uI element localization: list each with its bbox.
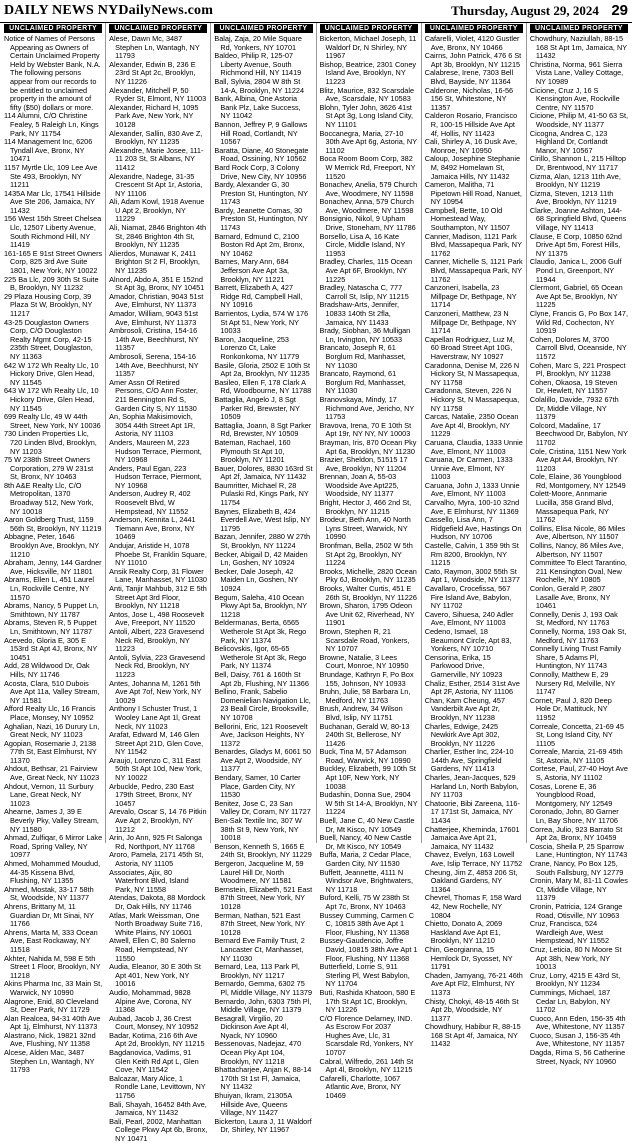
- notice-entry: Bali, Pearl, 2002, Manhattan College Pkwy Apt 6b, Bronx, NY 10471: [109, 1116, 208, 1143]
- notice-entry: Buford, Kelli, 75 W 238th St Apt 7c, Bronx, NY 10463: [319, 893, 410, 911]
- notice-entry: Castelle, Calvin, 1 359 9th St Rm 8200, Brooklyn, NY 11215: [424, 541, 519, 568]
- notice-entry: Bessenovas, Nadejaz, 470 Ocean Pky Apt 104, Brooklyn, NY 11218: [214, 1039, 302, 1066]
- notice-entry: Canzoneri, Isabella, 23 Millpage Dr, Bethpage, NY 11714: [424, 283, 517, 310]
- notice-entry: Bernstein, Elizabeth, 521 East 87th Street, New York, NY 10128: [214, 884, 313, 911]
- notice-entry: Chevrel, Thomas F, 158 Ward 42, New Rochelle, NY 10804: [424, 893, 522, 920]
- notice-entry: Cheung, Jim Z, 4853 206 St, Oakland Gardens, NY 11364: [424, 867, 518, 894]
- notice-entry: Brush, Andrew, 34 Wilson Blvd, Islip, NY 11751: [319, 704, 403, 722]
- notice-entry: Cafarelli, Violet, 4120 Gustler Ave, Bronx, NY 10466: [424, 34, 520, 52]
- page-header: [0, 0, 632, 23]
- notice-entry: Alastrano, Nick, 19821 32nd Ave, Flushing, NY 11358: [4, 1030, 96, 1049]
- notice-entry: Bickerton, Laura J, 11 Waldorf Dr, Shirley, NY 11967: [214, 1116, 312, 1135]
- notice-entry: Agopian, Rosemarie J, 2138 77th St, East Elmhurst, NY 11370: [4, 738, 97, 765]
- notice-entry: Caruana, Dr Carmen, 1333 Unnie Ave, Elmont, NY 11003: [424, 455, 513, 482]
- notice-entry: Alexandre, Marie Josee, 111-11 203 St, St Albans, NY 11412: [109, 145, 204, 172]
- notice-entry: Ahmed, Mostak, 33-17 58th St, Woodside, NY 11377: [4, 884, 94, 903]
- notice-entry: Abrams, Steven R, 5 Puppet Ln, Smithtown, NY 11787: [4, 618, 97, 636]
- notice-entry: Ball, Sylvia, 2804 W 8th St 14-A, Brooklyn, NY 11224: [214, 76, 305, 95]
- notice-entry: 43-25 Douglaston Owners Corp, C/O Douglaston Realty Mgmt Corp, 42-15 235th Street, Douglaston, NY 11363: [4, 317, 93, 361]
- notice-entry: Balaj, Zaja, 20 Mile Square Rd, Yonkers, NY 10701: [214, 34, 302, 52]
- notice-entry: Abrams, Ellen L, 451 Laurel Ln, Rockville Centre, NY 11570: [4, 575, 95, 602]
- column-entries: [4, 35, 102, 1075]
- notice-entry: Bishop, Beatrice, 2301 Coney Island Ave, Brooklyn, NY 11223: [319, 59, 417, 86]
- notice-entry: Baumritter, Michael R, 28 Pulaski Rd, Kings Park, NY 11754: [214, 480, 309, 508]
- notice-entry: Claudio, Janica L, 2006 Gulf Pond Ln, Greenport, NY 11944: [529, 257, 622, 284]
- notice-entry: Cronin, Mary M, 81-11 Cowles Ct, Middle Village, NY 11379: [529, 876, 628, 903]
- notice-entry: Chavez, Evelyn, 163 Lowell Ave, Islip Terrace, NY 11752: [424, 850, 523, 868]
- notice-entry: Cirillo, Shannon L, 215 Hilltop Dr, Brentwood, NY 11717: [529, 154, 626, 172]
- notice-entry: Buck, Tina M, 57 Adamson Road, Warwick, NY 10990: [319, 747, 411, 765]
- notice-entry: Cicogna, Andrea C, 123 Highland Dr, Cortlandt Manor, NY 10567: [529, 128, 608, 155]
- notice-entry: Boccanegra, Maria, 27-10 30th Ave Apt 6g, Astoria, NY 11102: [319, 128, 417, 155]
- notice-entry: Buell, Nancy, 40 New Castle Dr, Mt Kisco, NY 10549: [319, 833, 412, 851]
- notice-entry: Christina, Norma, 961 Sierra Vista Lane, Valley Cottage, NY 10989: [529, 59, 624, 86]
- notice-entry: Ahrens, Marta M, 333 Ocean Ave, East Rockaway, NY 11518: [4, 927, 98, 954]
- column-entries: [425, 35, 523, 1049]
- notice-entry: Barrett, Elizabeth A, 427 Ridge Rd, Campbell Hall, NY 10916: [214, 283, 303, 310]
- column-3: [211, 23, 316, 1135]
- notice-entry: Bernardo, John, 6303 75th Pl, Middle Village, NY 11379: [214, 996, 312, 1015]
- notice-entry: Anderson, Audrey R, 402 Roosevelt Blvd, W Hempstead, NY 11552: [109, 489, 191, 516]
- notice-entry: Charles, Jean-Jacques, 529 Harland Ln, North Babylon, NY 11703: [424, 773, 519, 800]
- notice-entry: Clause, E Corp, 10850 62nd Drive Apt 5m, Forest Hills, NY 11375: [529, 231, 622, 258]
- notice-entry: Aaron Goldberg Trust, 1159 56th St, Brooklyn, NY 11219: [4, 515, 102, 533]
- notice-entry: Ahrens, Brittany M, 11 Guardian Dr, Mt Sinai, NY 11766: [4, 901, 94, 929]
- notice-entry: Baratta, Diane, 40 Stonegate Road, Ossining, NY 10562: [214, 145, 309, 164]
- notice-entry: Anders, Paul Egan, 223 Hudson Terrace, Piermont, NY 10968: [109, 463, 202, 490]
- notice-entry: Bernard, Lea, 113 Park Pl, Brooklyn, NY 11217: [214, 962, 300, 980]
- notice-entry: Abbagne, Peter, 1646 Brooklyn Ave, Brooklyn, NY 11210: [4, 532, 99, 559]
- notice-entry: Cruz, Leticia, 80 N Moore St Apt 38h, New York, NY 10013: [529, 944, 622, 972]
- notice-entry: Ambrosoli, Cristina, 154-16 14th Ave, Beechhurst, NY 11357: [109, 326, 199, 353]
- column-2: [106, 23, 211, 1143]
- notice-entry: 642 W 172 Wh Realty Llc, 10 Hickory Drive, Glen Head, NY 11545: [4, 360, 99, 387]
- notice-entry: Becker, Abigail D, 42 Maiden Ln, Goshen, NY 10924: [214, 549, 308, 568]
- notice-entry: Audia, Eleanor, 30 E 30th St Apt 401, New York, NY 10016: [109, 962, 201, 989]
- notice-entry: 114 Management Inc, 6206 Tyndall Ave, Bronx, NY 10471: [4, 137, 93, 164]
- notice-entry: Chin, Georgianna, 15 Hemlock Dr, Syosset, NY 11791: [424, 944, 513, 972]
- notice-entry: Bhuiyan, Ikram, 21305A Hillside Ave, Queens Village, NY 11427: [214, 1091, 292, 1118]
- column-heading: UNCLAIMED PROPERTY: [109, 24, 207, 33]
- notice-entry: Amador, Christian, 9043 51st Ave, Elmhurst, NY 11373: [109, 291, 204, 310]
- notice-entry: Cicione, Cruz J, 16 S Kensington Ave, Rockville Centre, NY 11570: [529, 85, 620, 112]
- notice-entry: Bali, Shayah, 16452 84th Ave, Jamaica, NY 11432: [109, 1099, 207, 1118]
- notice-entry: Brodeur, Beth Ann, 40 North Lyns Street, Warwick, NY 10990: [319, 515, 411, 542]
- notice-entry: Browne, Natalie, 3 Lees Court, Monroe, NY 10950: [319, 652, 409, 671]
- notice-entry: Connelly, Norma, 193 Oak St, Medford, NY 11763: [529, 626, 627, 645]
- column-heading: UNCLAIMED PROPERTY: [320, 24, 418, 33]
- notice-entry: Battaglia, Joann, 8 Sgt Parker Rd, Brewster, NY 10509: [214, 420, 312, 439]
- notice-entry: Bradshaw-Arts, Jennifer, 10833 140th St 2fla, Jamaica, NY 11433: [319, 300, 400, 327]
- notice-entry: Caruana, John J, 1333 Unnie Ave, Elmont, NY 11003: [424, 480, 520, 499]
- notice-entry: Aghalian, Nazi, 16 Durury Ln, Great Neck, NY 11023: [4, 721, 100, 740]
- notice-entry: Ahdout, Vernon, 11 Surbury Lane, Great Neck, NY 11023: [4, 781, 94, 808]
- notice-entry: Bergeron, Jacqueline M, 59 Laurel Hill Dr, North Woodmere, NY 11581: [214, 859, 304, 886]
- notice-entry: Alnord, Abdo A, 351 E 152nd St Apt 3g, Bronx, NY 10451: [109, 274, 205, 293]
- notice-entry: 156 West 15th Street Chelsea Llc, 12507 Liberty Avenue, South Richmond Hill, NY 11419: [4, 214, 102, 250]
- notice-entry: Antos, Jose L, 498 Roosevelt Ave, Freeport, NY 11520: [109, 609, 205, 628]
- notice-entry: 225 Ba Llc, 209 30th St Suite B, Brooklyn, NY 11232: [4, 274, 99, 293]
- notice-entry: Bussey Cumming, Carmen C C, 10815 38th Ave Apt 1 Floor, Flushing, NY 11368: [319, 910, 414, 937]
- notice-entry: Capellan Rodriguez, Luz M, 60 Broad Street Apt 10G, Haverstraw, NY 10927: [424, 334, 515, 361]
- notice-entry: Brazier, Sheldon, 51515 17 Ave, Brooklyn, NY 11204: [319, 455, 408, 473]
- notice-entry: Arbuckle, Pedro, 230 East 179th Street, Bronx, NY 10457: [109, 781, 194, 808]
- notice-entry: Caradonna, Steven, 226 N Hickory St, N Massapequa, NY 11758: [424, 386, 520, 413]
- notice-entry: Borsello, Lisa A, 16 Kate Circle, Middle Island, NY 11953: [319, 231, 406, 258]
- notice-entry: Badar, Kotima, 216 6th Ave Apt 2d, Brooklyn, NY 11215: [109, 1030, 205, 1049]
- notice-entry: Atlas, Mark Weissman, One North Broadway Suite 716, White Plains, NY 10601: [109, 910, 203, 937]
- notice-entry: Aroro, Pamela, 2171 45th St, Astoria, NY 11105: [109, 850, 204, 868]
- notice-entry: Chietto, Donato A, 2069 Haskland Ave Apt E1, Brooklyn, NY 11210: [424, 919, 503, 946]
- column-entries: [214, 35, 312, 1135]
- notice-entry: Bard Rock Corp, 3 Colony Drive, New City, NY 10956: [214, 162, 307, 181]
- notice-entry: Chowdhury, Habibur R, 88-15 168 St Apt 4f, Jamaica, NY 11432: [424, 1022, 521, 1049]
- notice-entry: Brown, Sharon, 1795 Odeon Ave Unit 62, Riverhead, NY 11901: [319, 601, 415, 628]
- notice-entry: Baldeo, Philip R, 125-07 Liberty Avenue, South Richmond Hill, NY 11419: [214, 51, 302, 78]
- notice-entry: Colcord, Madaline, 17 Beechwood Dr, Babylon, NY 11702: [529, 420, 628, 447]
- notice-entry: Beldermanas, Berta, 6565 Wetherole St Apt 3k, Rego Park, NY 11374: [214, 618, 307, 645]
- notice-entry: Araujo, Lorenzo C, 311 East 50th St Apt 10d, New York, NY 10022: [109, 755, 202, 783]
- notice-entry: Cole, Cristina, 1151 New York Ave Apt A4, Brooklyn, NY 11203: [529, 446, 627, 473]
- notice-entry: Becker, Dale Joseph, 42 Maiden Ln, Goshen, NY 10924: [214, 566, 299, 593]
- notice-entry: Bussey-Gaudencio, Joffre David, 10815 38th Ave Apt 1 Floor, Flushing, NY 11368: [319, 936, 418, 963]
- notice-entry: Associates, Ajix, 80 Waterfront Blvd, Island Park, NY 11558: [109, 867, 189, 894]
- notice-entry: Connolly, Matthew E, 29 Nursery Rd, Melville, NY 11747: [529, 669, 616, 697]
- notice-entry: Cronin, Patricia, 124 Grange Road, Otisville, NY 10963: [529, 901, 623, 920]
- notice-entry: Ahdout, Bethsar, 21 Fairview Ave, Great Neck, NY 11023: [4, 764, 100, 783]
- notice-entry: Correa, Julio, 923 Barrato St Apt 2a, Bronx, NY 10459: [529, 824, 623, 843]
- notice-entry: Bernardo, Gemma, 6302 75 Pl, Middle Village, NY 11379: [214, 979, 313, 997]
- notice-entry: 730 Linden Properties Llc, 720 Linden Blvd, Brooklyn, NY 11203: [4, 429, 97, 456]
- notice-entry: Bell, Daisy, 761 & 160th St Apt 2b, Flushing, NY 11366: [214, 669, 309, 688]
- notice-entry: Alese, Dawn Mc, 3487 Stephen Ln, Wantagh, NY 11793: [109, 34, 200, 61]
- column-heading: UNCLAIMED PROPERTY: [530, 24, 628, 33]
- notice-entry: Audio, Mohammad, 9828 Alpine Ave, Corona, NY 11368: [109, 987, 192, 1015]
- notice-entry: Alan Realcea, 94-31 40th Ave Apt 1j, Elmhurst, NY 11373: [4, 1013, 101, 1032]
- notice-entry: Belicovskis, Igor, 65-65 Wetherole St Apt 3k, Rego Park, NY 11374: [214, 644, 307, 671]
- notice-entry: Cabral, Wilfredo, 261 14th St Apt 4l, Brooklyn, NY 11215: [319, 1056, 414, 1075]
- notice-entry: Buffett, Jeannette, 4111 N Windsor Ave, Brightwaters, NY 11718: [319, 867, 413, 894]
- notice-entry: Amer Assn Of Retired Persons, C/O Ann Foster, 211 Bennington Rd S, Garden City S, NY 11530: [109, 377, 198, 413]
- notice-entry: Cortese, Paul, 27-40 Hoyt Ave S, Astoria, NY 11102: [529, 764, 628, 783]
- notice-entry: Cizma, Alan, 1213 11th Ave, Brooklyn, NY 11219: [529, 171, 621, 190]
- notice-entry: Blohn, Tyler John, 3626 41st St Apt 3g, Long Island City, NY 11101: [319, 102, 413, 129]
- notice-entry: Bonsignio, Nikol, 9 Upham Drive, Stoneham, NY 11786: [319, 214, 416, 233]
- notice-entry: Bonachev, Anelia, 579 Church Ave, Woodmere, NY 11598: [319, 180, 418, 198]
- notice-entry: Conlon, Gerald P, 2807 Lasalle Ave, Bronx, NY 10461: [529, 584, 611, 611]
- notice-entry: Bellino, Frank, Sabelio Domenielian Navigation Llc, 23 Beall Circle, Brooksville, NY 10708: [214, 687, 311, 722]
- notice-entry: Ansik Realty Corp, 31 Flower Lane, Manhasset, NY 11030: [109, 566, 207, 585]
- notice-entry: Abrams, Nancy, 5 Puppet Ln, Smithtown, NY 11787: [4, 601, 99, 619]
- notice-entry: Cavallaro, Crocefissa, 567 Fire Island Ave, Babylon, NY 11702: [424, 584, 512, 611]
- notice-entry: Cassello, Lisa Ann, 7 Ridgefield Ave, Hastings On Hudson, NY 10706: [424, 515, 522, 542]
- column-heading: UNCLAIMED PROPERTY: [425, 24, 523, 33]
- notice-entry: Ahearne, James J, 39 E Beverly Pky, Valley Stream, NY 11580: [4, 807, 99, 834]
- notice-entry: C/O Florence Delarney, IND. As Escrow For 2037 Hughes Ave, Llc, 31 Scarsdale Rd, Yonkers, NY 10707: [319, 1013, 414, 1058]
- notice-entry: Chan, Kam Cheung, 457 Vanderbilt Ave Apt 2r, Brooklyn, NY 11238: [424, 695, 506, 722]
- notice-entry: Besagrall, Virgilio, 20 Dickinson Ave Apt 4l, Nyack, NY 10960: [214, 1013, 289, 1040]
- notice-entry: Collins, Nancy, 86 Miles Ave, Albertson, NY 11507: [529, 541, 624, 559]
- notice-entry: Atwell, Ellen C, 80 Salerno Road, Hempstead, NY 11550: [109, 936, 196, 963]
- dateline-group: [451, 2, 628, 20]
- notice-entry: 8th A&E Realty Llc, C/O Metropolitan, 1370 Broadway 512, New York, NY 10018: [4, 480, 94, 516]
- notice-entry: Begum, Saleha, 410 Ocean Pkwy Apt 5a, Brooklyn, NY 11218: [214, 592, 308, 619]
- notice-entry: Censorina, Erika, 15 Parkwood Drive, Garnerville, NY 10923: [424, 652, 503, 679]
- notice-entry: Cicione, Philip M, 41-50 63 St, Woodside, NY 11377: [529, 111, 629, 129]
- notice-entry: Bagdanovica, Vadims, 91 Glen Keith Rd Apt L, Glen Cove, NY 11542: [109, 1048, 199, 1075]
- notice-entry: Atendas, Dakota, 88 Mordock Dr, Oak Hills, NY 11746: [109, 893, 206, 911]
- notice-entry: Clyne, Francis G, Po Box 147, Wild Rd, Cochecton, NY 10919: [529, 309, 629, 336]
- notice-entry: Butterfield, Lorrie S, 911 Sterling Pl, West Babylon, NY 11704: [319, 962, 410, 989]
- notice-entry: Antes, Johanna M, 1261 5th Ave Apt 7of, New York, NY 10029: [109, 678, 202, 705]
- notice-entry: Cummings, Michael, 187 Cedar Ln, Babylon, NY 11702: [529, 987, 611, 1015]
- notice-entry: Bhattacharjee, Anjan K, 88-14 170th St 1st Fl, Jamaica, NY 11432: [214, 1065, 312, 1092]
- notice-entry: Bickerton, Michael Joseph, 11 Waldorf Dr, N Shirley, NY 11967: [319, 34, 417, 61]
- notice-entry: Ahmed, Mohammed Moudud, 44-35 Kissena Blvd, Flushing, NY 11355: [4, 859, 101, 886]
- notice-entry: Charlier, Esther Inc, 224-10 144th Ave, Springfield Gardens, NY 11413: [424, 747, 514, 774]
- notice-entry: Canner, Madison, 1121 Park Blvd, Massapequa Park, NY 11762: [424, 231, 522, 258]
- notice-entry: Cohen, Okaosa, 19 Steven Dr, Hewlett, NY 11557: [529, 377, 618, 396]
- notice-entry: Cuoco, Susan J, 156-35 4th Ave, Whitestone, NY 11357: [529, 1030, 625, 1049]
- notice-entry: Benitez, Jose C, 23 San Valley Dr, Coram, NY 11727: [214, 798, 311, 817]
- notice-entry: Campbell, Bette, 10 Old Homestead Way, Southampton, NY 11507: [424, 205, 510, 233]
- notice-entry: Bruhn, Julie, 58 Barbara Ln, Medford, NY 11763: [319, 687, 411, 705]
- notice-entry: Cohen, Marc S, 221 Prospect Pl, Brooklyn, NY 11238: [529, 360, 626, 379]
- notice-entry: 114 Alumni, C/O Christine Fealey, 5 Raleigh Ln, Kings Park, NY 11754: [4, 111, 99, 138]
- column-entries: [109, 35, 207, 1144]
- notice-entry: Bravova, Irena, 70 E 10th St Apt 19r, NY NY, NY 10003: [319, 420, 412, 439]
- column-5: [422, 23, 527, 1049]
- notice-entry: Correale, Concetta, 21-69 45 St, Long Island City, NY 11105: [529, 721, 624, 748]
- notice-entry: Cairns, John Patrick, 476 6 St Apt 3b, Brooklyn, NY 11215: [424, 51, 522, 69]
- notice-entry: Andujar, Aristide H, 1078 Phoebe St, Franklin Square, NY 11010: [109, 541, 207, 568]
- notice-entry: Budashin, Donna Sue, 2904 W 5th St 14-A, Brooklyn, NY 11224: [319, 790, 418, 817]
- notice-entry: Bradley, Charles, 115 Ocean Ave Apt 6F, Brooklyn, NY 11225: [319, 257, 413, 284]
- notice-entry: Branovskaya, Mindy, 17 Richmond Ave, Jericho, NY 11753: [319, 394, 415, 422]
- notice-entry: Dagda, Rima S, 56 Catherine Street, Nyack, NY 10960: [529, 1048, 626, 1066]
- notice-entry: Alexander, Richard H, 1095 Park Ave, New York, NY 10128: [109, 102, 199, 129]
- notice-entry: Buchanan, Gerald W, 80-13 240th St, Bellerose, NY 11426: [319, 721, 410, 748]
- notice-entry: Cornet, Paul J, 820 Deep Hole Dr, Mattituck, NY 11952: [529, 695, 612, 722]
- notice-entry: Carvalho, Myra, 100-10 32nd Ave, E Elmhurst, NY 11369: [424, 498, 520, 516]
- notice-entry: Benardes, Gladys M, 6061 50 Ave Apt 2, Woodside, NY 11377: [214, 747, 311, 774]
- notice-entry: Akins Pharma Inc, 33 Main St, Warwick, NY 10990: [4, 979, 103, 997]
- notice-entry: Balcazar, Mary Alice, 1 Rondle Lane, Levittown, NY 11756: [109, 1073, 206, 1101]
- notice-entry: Correale, Marcia, 21-69 45th St, Astoria, NY 11105: [529, 747, 623, 765]
- classified-columns: [0, 23, 632, 1143]
- notice-entry: Basileo, Ellen F, 178 Clark A Rd, Woodbourne, NY 11788: [214, 377, 312, 396]
- notice-entry: Arin, Jo Ann, 925 Ft Salonga Rd, Northport, NY 11768: [109, 833, 203, 851]
- notice-entry: Brancato, Joseph R, 61 Borglum Rd, Manhasset, NY 11030: [319, 343, 406, 370]
- notice-entry: Charles, Edwige, 2425 Newkirk Ave Apt 302, Brooklyn, NY 11226: [424, 721, 500, 748]
- notice-entry: Chaden, Jamyang, 76-21 46th Ave Apt Fl2, Elmhurst, NY 11373: [424, 970, 523, 997]
- notice-entry: Ben-Sak Textile Inc, 307 W 38th St 9, New York, NY 10018: [214, 816, 302, 843]
- notice-entry: Amador, William, 9043 51st Ave, Elmhurst, NY 11373: [109, 309, 198, 327]
- notice-entry: Anthony I Schuster Trust, 1 Wooley Lane Apt 1l, Great Neck, NY 11023: [109, 704, 201, 731]
- notice-entry: Chatoorie, Bibi Zareena, 116-17 171st St, Jamaica, NY 11434: [424, 798, 520, 826]
- notice-entry: Caruana, Claudia, 1333 Unnie Ave, Elmont, NY 11003: [424, 437, 523, 456]
- notice-entry: Basile, Gloria, 2502 E 10th St Apt 2a, Brooklyn, NY 11235: [214, 360, 311, 379]
- notice-entry: Alexander, Edwin B, 236 E 23rd St Apt 2c, Brooklyn, NY 11226: [109, 59, 196, 86]
- notice-entry: Cato, Raymon, 3002 55th St Apt 1, Woodside, NY 11377: [424, 566, 520, 585]
- column-4: [317, 23, 422, 1101]
- notice-entry: Berman, Nathan, 521 East 87th Street, New York, NY 10128: [214, 910, 305, 937]
- notice-entry: 75 W 238th Street Owners Corporation, 279 W 231st St, Bronx, NY 10463: [4, 455, 94, 482]
- column-6: [527, 23, 631, 1066]
- notice-entry: Buell, Jane C, 40 New Castle Dr, Mt Kisco, NY 10549: [319, 816, 415, 834]
- notice-entry: An, Sophia Makisimovich, 3054 44th Street Apt 1R, Astoria, NY 11103: [109, 412, 196, 439]
- notice-entry: Connelly, Denis J, 193 Oak St, Medford, NY 11763: [529, 609, 618, 628]
- notice-entry: Bronfman, Bella, 2502 W 5th St Apt 2g, Brooklyn, NY 11224: [319, 541, 413, 568]
- notice-entry: Coronado, John, 80 Garner Ln, Bay Shore, NY 11706: [529, 807, 619, 826]
- column-entries: [320, 35, 418, 1101]
- notice-entry: Brayman, Iris, 870 Ocean Pky Apt 6a, Brooklyn, NY 11230: [319, 437, 417, 456]
- notice-entry: Committee To Elect Tarantino, 211 Kensington Oval, New Rochelle, NY 10805: [529, 558, 627, 585]
- notice-entry: Battaglia, Angelo J, 8 Sgt Parker Rd, Brewster, NY 10509: [214, 394, 300, 422]
- notice-entry: Brooks, Michelle, 2820 Ocean Pky 6J, Brooklyn, NY 11235: [319, 566, 417, 585]
- notice-entry: Calderone, Nicholas, 16-56 156 St, Whitestone, NY 11357: [424, 85, 514, 112]
- notice-entry: Baynes, Elizabeth B, 424 Everdell Ave, West Islip, NY 11795: [214, 506, 311, 533]
- column-heading: UNCLAIMED PROPERTY: [4, 24, 102, 33]
- notice-entry: Cizma, Steven, 1213 11th Ave, Brooklyn, NY 11219: [529, 188, 617, 207]
- notice-entry: Cuoco, Ann Eden, 156-35 4th Ave, Whitestone, NY 11357: [529, 1013, 626, 1032]
- notice-entry: Ali, Adam Kowl, 1918 Avenue U Apt 2, Brooklyn, NY 11229: [109, 197, 205, 224]
- notice-entry: Cruz, Francisca, 524 Wardleigh Ave, West Hempstead, NY 11552: [529, 919, 610, 946]
- notice-entry: Benson, Kenneth S, 1665 E 24th St, Brooklyn, NY 11229: [214, 841, 312, 860]
- notice-entry: Caradonna, Denise M, 226 N Hickory St, N Massapequa, NY 11758: [424, 360, 520, 387]
- notice-entry: Carcas, Natalie, 2350 Ocean Ave Apt 4l, Brooklyn, NY 11229: [424, 412, 519, 439]
- notice-entry: Coscia, Sheila P, 25 Sparrow Lane, Huntington, NY 11743: [529, 841, 628, 860]
- notice-entry: Bateman, Rachael, 160 Plymouth St Apt 10, Brooklyn, NY 11201: [214, 437, 291, 465]
- notice-entry: 643 W 172 Wh Realty Llc, 10 Hickory Drive, Glen Head, NY 11545: [4, 386, 99, 413]
- notice-entry: Alexandre, Nadege, 31-35 Crescent St Apt 1r, Astoria, NY 11106: [109, 171, 203, 198]
- notice-entry: Arafat, Edward M, 146 Glen Street Apt 21D, Glen Cove, NY 11542: [109, 730, 204, 757]
- page-number: 29: [611, 2, 628, 19]
- notice-entry: Brown, Stephen R, 21 Scarsdale Road, Yonkers, NY 10707: [319, 626, 410, 654]
- notice-entry: Alagrone, Enid, 80 Cleveland St, Deer Park, NY 11729: [4, 996, 99, 1015]
- notice-entry: Ali, Niamat, 2846 Brighton 4th St, 2846 Brighton 4th St, Brooklyn, NY 11235: [109, 223, 207, 250]
- notice-entry: Cafarelli, Charlotte, 1067 Atlantic Ave, Bronx, NY 10469: [319, 1073, 401, 1101]
- notice-entry: Barrientos, Lydia, 574 W 176 St Apt 51, New York, NY 10033: [214, 309, 309, 336]
- notice-entry: Barnes, Mary Ann, 684 Jefferson Ave Apt 3a, Brooklyn, NY 11221: [214, 257, 290, 284]
- notice-entry: Cali, Shirley A, 16 Dusk Ave, Monroe, NY 10950: [424, 137, 518, 155]
- notice-entry: Add, 28 Wildwood Dr, Oak Hills, NY 11746: [4, 661, 90, 679]
- notice-entry: Brancato, Raymond, 61 Borglum Rd, Manhasset, NY 11030: [319, 369, 406, 396]
- notice-entry: Collins, Elisa Nicole, 86 Miles Ave, Albertson, NY 11507: [529, 523, 626, 542]
- notice-entry: Boca Room Boom Corp, 382 W Merrick Rd, Freeport, NY 11520: [319, 154, 416, 181]
- notice-entry: Acosta, Clara, 510 Dubois Ave Apt 11a, Valley Stream, NY 11581: [4, 678, 100, 705]
- notice-entry: Baron, Jacqueline, 253 Lorenzo Ct, Lake Ronkonkoma, NY 11779: [214, 334, 300, 361]
- notice-entry: Ambrosoli, Serena, 154-16 14th Ave, Beechhurst, NY 11357: [109, 351, 199, 379]
- notice-entry: Chowdhury, Naziullah, 88-15 168 St Apt 1m, Jamaica, NY 11432: [529, 34, 627, 61]
- notice-entry: Bellorini, Eric, 121 Roosevelt Ave, Jackson Heights, NY 11372: [214, 721, 308, 748]
- notice-entry: Chatterjee, Kheminda, 17601 Jamaica Ave Apt 21, Jamaica, NY 11432: [424, 824, 520, 851]
- notice-entry: Cameron, Malitha, 71 Pipetown Hill Road, Nanuet, NY 10954: [424, 180, 522, 207]
- notice-entry: Antoli, Sylvia, 223 Gravesend Neck Rd, Brooklyn, NY 11223: [109, 652, 205, 679]
- notice-entry: Ahmad, Zulfiqar, 6 Mirror Lake Road, Spring Valley, NY 10977: [4, 833, 103, 860]
- column-entries: [530, 35, 628, 1066]
- notice-entry: Brooks, Walter Curtis, 451 E 26th St, Brooklyn, NY 11226: [319, 584, 417, 602]
- notice-entry: Notice of Names of Persons Appearing as Owners of Certain Unclaimed Property Held by Webster Bank, N.A. The following persons appear from our records to be entitled to unclaimed property in the amount of fifty ($50) dollars or more.: [4, 34, 101, 112]
- notice-entry: Buffa, Maria, 2 Cedar Place, Garden City, NY 11530: [319, 850, 412, 868]
- notice-entry: Cole, Elaine, 36 Youngblood Rd, Montgomery, NY 12549: [529, 472, 626, 490]
- notice-entry: Brady, Siobhan, 36 Mulligan Ln, Irvington, NY 10533: [319, 326, 411, 344]
- notice-entry: Buti, Rashida Khatoon, 580 E 17th St Apt 1C, Brooklyn, NY 11226: [319, 987, 416, 1015]
- notice-entry: Anders, Maureen M, 223 Hudson Terrace, Piermont, NY 10968: [109, 437, 202, 465]
- notice-entry: Bernard Eve Family Trust, 2 Lancaster Ct, Manhasset, NY 11030: [214, 936, 305, 963]
- notice-entry: Chaliz, Esther, 2514 31st Ave Apt 2F, Astoria, NY 11106: [424, 678, 520, 697]
- notice-entry: Cavero, Sihuesa, 240 Adler Ave, Elmont, NY 11003: [424, 609, 514, 628]
- notice-entry: Bardy, Alexander G, 30 Preston St, Huntington, NY 11743: [214, 180, 308, 207]
- notice-entry: Bardy, Jeanette Comas, 30 Preston St, Huntington, NY 11743: [214, 205, 308, 233]
- notice-entry: Brundage, Kathryn F, Po Box 155, Johnson, NY 10933: [319, 669, 414, 688]
- notice-entry: Barnard, Edmund C, 2100 Boston Rd Apt 2m, Bronx, NY 10462: [214, 231, 305, 258]
- notice-entry: Alexander, Mitchell P, 50 Ryder St, Elmont, NY 11003: [109, 85, 207, 104]
- notice-entry: Alcese, Alden Mac, 3487 Stephen Ln, Wantagh, NY 11793: [4, 1048, 95, 1075]
- notice-entry: Caloup, Josephine Stephanie M, 8492 Homelawn St, Jamaica Hills, NY 11432: [424, 154, 521, 181]
- notice-entry: Anderson, Kennita L, 2441 Tiemann Ave, Bronx, NY 10469: [109, 515, 196, 542]
- notice-entry: Colalillo, Davide, 7932 67th Dr, Middle Village, NY 11379: [529, 394, 619, 422]
- notice-entry: Cohen, Dolores M, 3700 Carroll Blvd, Oceanside, NY 11572: [529, 334, 627, 361]
- notice-entry: Cruz, Lorry, 4215 E 43rd St, Brooklyn, NY 11234: [529, 970, 621, 989]
- notice-entry: Canzoneri, Matthew, 23 N Millpage Dr, Bethpage, NY 11714: [424, 309, 517, 336]
- masthead: DAILY NEWS NYDailyNews.com: [4, 3, 214, 18]
- dateline: Thursday, August 29, 2024: [451, 3, 599, 18]
- notice-entry: Blitz, Maurice, 832 Scarsdale Ave, Scarsdale, NY 10583: [319, 85, 415, 104]
- notice-entry: Bradley, Natascha C, 777 Carroll St, Islip, NY 11215: [319, 283, 409, 301]
- notice-entry: Aubad, Jacob J, 36 Crest Court, Monsey, NY 10952: [109, 1013, 199, 1032]
- notice-entry: Chisty, Chokyi, 48-15 46th St Apt 2b, Woodside, NY 11377: [424, 996, 519, 1023]
- column-heading: UNCLAIMED PROPERTY: [214, 24, 312, 33]
- notice-entry: Akhter, Nahida M, 598 E 5th Street 1 Floor, Brooklyn, NY 11218: [4, 953, 101, 980]
- notice-entry: Clarke, Joanne Ashton, 144-68 Springfield Blvd, Queens Village, NY 11413: [529, 205, 627, 233]
- notice-entry: Arevalo, Oscar S, 14 76 Pitkin Ave Apt 2, Brooklyn, NY 11212: [109, 807, 207, 834]
- notice-entry: Crane, Nancy, Po Box 125, South Fallsburg, NY 12779: [529, 859, 624, 877]
- notice-entry: Colett-Moore, Annmarie Lucilla, 358 Grand Blvd, Massapequa Park, NY 11762: [529, 489, 614, 525]
- notice-entry: Alexander, Sallin, 830 Ave Z, Brooklyn, NY 11235: [109, 128, 203, 147]
- notice-entry: Bendary, Samer, 10 Carter Place, Garden City, NY 11530: [214, 773, 301, 800]
- notice-entry: Cosas, Lorene E, 36 Youngblood Road, Montgomery, NY 12549: [529, 781, 613, 808]
- notice-entry: Calabrese, Irene, 7303 Bell Blvd, Bayside, NY 11364: [424, 68, 514, 86]
- notice-entry: Afford Realty Llc, 16 Francis Place, Monsey, NY 10952: [4, 704, 96, 722]
- notice-entry: Buckley, Elizabeth, 99 10th St Apt 10F, New York, NY 10038: [319, 764, 416, 791]
- notice-entry: Connelly Living Trust Family Share, 5 Adams Pl, Huntington, NY 11743: [529, 644, 622, 671]
- notice-entry: 1157 Myrtle Llc, 109 Lee Ave Ste 493, Brooklyn, NY 11211: [4, 162, 98, 190]
- notice-entry: Clermont, Gabriel, 65 Ocean Ave Apt 5e, Brooklyn, NY 11225: [529, 283, 623, 310]
- notice-entry: 699 Realty Llc, 49 W 44th Street, New York, NY 10036: [4, 412, 101, 430]
- column-1: [1, 23, 106, 1075]
- notice-entry: Alierdos, Munawar K, 2411 Brighton St 2 Fl, Brooklyn, NY 11235: [109, 248, 200, 276]
- notice-entry: Bazan, Jennifer, 2880 W 27th St, Brooklyn, NY 11224: [214, 532, 311, 551]
- notice-entry: Cedeno, Ismael, 18 Beaumont Circle, Apt 83, Yonkers, NY 10710: [424, 626, 512, 654]
- notice-entry: 1435A Mar Llc, 17541 Hillside Ave Ste 206, Jamaica, NY 11432: [4, 188, 101, 215]
- notice-entry: Bonachev, Anna, 579 Church Ave, Woodmere, NY 11598: [319, 197, 414, 215]
- notice-entry: Canner, Michelle S, 1121 Park Blvd, Massapequa Park, NY 11762: [424, 257, 523, 284]
- notice-entry: Bank, Albina, One Astoria Bank Plz, Lake Success, NY 11042: [214, 94, 301, 121]
- notice-entry: 29 Plaza Housing Corp, 39 Plaza St W, Brooklyn, NY 11217: [4, 291, 93, 318]
- notice-entry: Brennan, Joan A, 55-03 Woodside Ave Apt225, Woodside, NY 11377: [319, 472, 399, 499]
- notice-entry: Anti, Tanjir Mahbub, 312 E 5th Street Apt 3rd Floor, Brooklyn, NY 11218: [109, 584, 207, 611]
- notice-entry: Bauer, Dolores, 8830 163rd St Apt 2f, Jamaica, NY 11432: [214, 463, 313, 482]
- notice-entry: Acevedo, Gloria E, 305 E 153rd St Apt 4J, Bronx, NY 10451: [4, 635, 98, 662]
- notice-entry: 161-165 E 91st Street Owners Corp, 825 3rd Ave Suite 1801, New York, NY 10022: [4, 248, 103, 276]
- notice-entry: Calderon Rosario, Francisco R, 100-15 Hillside Ave Apt 4f, Hollis, NY 11423: [424, 111, 518, 138]
- notice-entry: Bannon, Jeffrey P, 9 Gallows Hill Road, Cortlandt, NY 10567: [214, 119, 308, 147]
- notice-entry: Abraham, Jenny, 144 Gardner Ave, Hicksville, NY 11801: [4, 558, 102, 576]
- notice-entry: Antoli, Albert, 223 Gravesend Neck Rd, Brooklyn, NY 11223: [109, 626, 205, 654]
- notice-entry: Bright, Hector J, 466 2nd St, Brooklyn, NY 11215: [319, 498, 412, 516]
